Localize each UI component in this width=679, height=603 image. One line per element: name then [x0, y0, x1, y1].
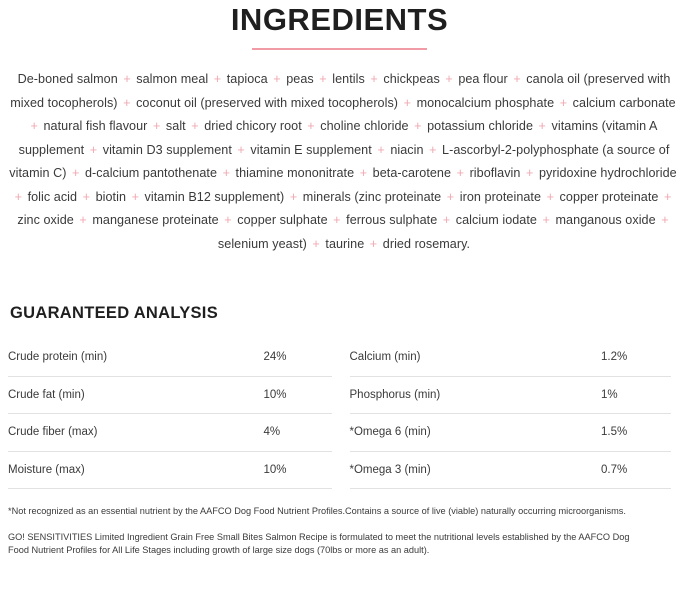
ingredient-separator: + [556, 95, 571, 110]
title-divider [252, 48, 427, 50]
ingredient-separator: + [538, 213, 554, 227]
ingredient-separator: + [303, 119, 319, 133]
nutrient-label: *Omega 6 (min) [349, 426, 431, 439]
ingredient-item: vitamin B12 supplement) [144, 189, 285, 204]
ingredient-item: thiamine mononitrate [235, 166, 355, 180]
ingredient-item: chickpeas [383, 72, 440, 86]
ingredient-separator: + [425, 142, 441, 157]
ingredient-separator: + [439, 213, 454, 227]
ingredient-item: ferrous sulphate [346, 213, 438, 227]
ingredient-separator: + [543, 189, 558, 204]
ingredients-title: INGREDIENTS [230, 2, 449, 37]
ingredient-item: beta-carotene [372, 166, 452, 180]
ingredient-separator: + [269, 72, 285, 86]
nutrient-value: 10% [263, 388, 287, 401]
nutrient-label: *Omega 3 (min) [349, 463, 431, 476]
guaranteed-analysis-tables [8, 339, 671, 489]
ingredient-item: salmon meal [136, 72, 209, 86]
ingredient-item: vitamin E supplement [250, 142, 372, 157]
ingredient-item: potassium chloride [427, 119, 533, 133]
table-row [8, 339, 332, 377]
nutrient-value: 0.7% [601, 463, 628, 476]
ingredient-separator: + [356, 166, 371, 180]
ingredient-item: zinc oxide [17, 213, 74, 227]
guaranteed-analysis-left-column [8, 339, 340, 489]
guaranteed-analysis-right-column [340, 339, 672, 489]
ingredient-separator: + [453, 166, 468, 180]
table-row [8, 414, 332, 452]
ingredient-separator: + [308, 236, 324, 251]
ingredient-separator: + [329, 213, 345, 227]
ingredient-separator: + [30, 119, 42, 133]
ingredient-separator: + [509, 72, 525, 86]
ingredient-item: L-ascorbyl-2-polyphosphate (a source of vitamin C) [9, 142, 670, 180]
ingredient-item: dried rosemary. [382, 236, 471, 251]
ingredient-separator: + [233, 142, 249, 157]
ingredient-separator: + [75, 213, 91, 227]
ingredient-separator: + [86, 142, 101, 157]
ingredient-item: dried chicory root [204, 119, 302, 133]
ingredient-item: De-boned salmon [17, 72, 118, 86]
table-row [8, 452, 332, 490]
table-row [8, 377, 332, 415]
ingredient-separator: + [79, 189, 94, 204]
guaranteed-analysis-title: GUARANTEED ANALYSIS [10, 304, 219, 322]
ingredient-item: biotin [95, 189, 127, 204]
ingredient-item: pea flour [458, 72, 508, 86]
ingredient-separator: + [657, 213, 669, 227]
ingredient-separator: + [220, 213, 236, 227]
nutrient-value: 1.2% [601, 351, 628, 364]
table-row [350, 339, 672, 377]
ingredient-separator: + [187, 119, 203, 133]
ingredient-separator: + [410, 119, 426, 133]
nutrient-value: 10% [263, 463, 287, 476]
ingredient-item: salt [165, 119, 186, 133]
ingredient-item: taurine [325, 236, 365, 251]
ingredient-item: coconut oil (preserved with mixed tocopherols) [136, 95, 399, 110]
ingredient-item: choline chloride [320, 119, 409, 133]
ingredient-separator: + [14, 189, 26, 204]
ingredient-item: niacin [390, 142, 424, 157]
ingredient-item: folic acid [27, 189, 78, 204]
ingredient-separator: + [68, 166, 83, 180]
ingredient-separator: + [210, 72, 225, 86]
ingredient-item: copper proteinate [559, 189, 659, 204]
ingredient-item: d-calcium pantothenate [85, 166, 218, 180]
ingredient-item: manganese proteinate [92, 213, 219, 227]
ingredient-item: tapioca [226, 72, 268, 86]
nutrient-label: Moisture (max) [8, 463, 85, 476]
ingredient-separator: + [366, 72, 382, 86]
ingredient-item: pyridoxine hydrochloride [538, 166, 677, 180]
ingredient-separator: + [219, 166, 234, 180]
nutrient-value: 24% [263, 351, 287, 364]
ingredient-separator: + [522, 166, 537, 180]
ingredient-item: monocalcium phosphate [416, 95, 555, 110]
ingredient-item: calcium carbonate [572, 95, 676, 110]
ingredient-item: canola oil (preserved with mixed tocopherols) [10, 72, 671, 110]
nutrient-label: Calcium (min) [349, 351, 421, 364]
nutrient-label: Phosphorus (min) [349, 388, 441, 401]
ingredient-separator: + [366, 236, 381, 251]
ingredient-item: copper sulphate [237, 213, 328, 227]
table-row [350, 452, 672, 490]
ingredient-item: minerals (zinc proteinate [302, 189, 442, 204]
ingredient-item: natural fish flavour [43, 119, 148, 133]
ingredient-separator: + [441, 72, 457, 86]
footnote-aafco: *Not recognized as an essential nutrient by the AAFCO Dog Food Nutrient Profiles.Contains a source of live (viable) naturally occurring microorganisms. [8, 506, 626, 516]
table-row [350, 414, 672, 452]
nutrient-label: Crude fiber (max) [8, 426, 98, 439]
ingredient-separator: + [443, 189, 458, 204]
ingredient-separator: + [660, 189, 672, 204]
ingredient-item: manganous oxide [555, 213, 656, 227]
ingredient-item: riboflavin [469, 166, 521, 180]
ingredient-separator: + [119, 95, 135, 110]
nutrient-value: 4% [263, 426, 281, 439]
ingredient-separator: + [315, 72, 331, 86]
footnote-formulation: GO! SENSITIVITIES Limited Ingredient Grain Free Small Bites Salmon Recipe is formulated to meet the nutritional levels established by the AAFCO Dog Food Nutrient Profiles for All Life Stages including growth of large size dogs (70lbs or more as an adult). [8, 532, 630, 555]
ingredient-separator: + [400, 95, 415, 110]
ingredient-separator: + [119, 72, 135, 86]
ingredient-separator: + [286, 189, 301, 204]
nutrient-label: Crude protein (min) [8, 351, 108, 364]
ingredient-separator: + [128, 189, 143, 204]
ingredient-item: vitamin D3 supplement [102, 142, 232, 157]
ingredient-separator: + [535, 119, 550, 133]
nutrient-label: Crude fat (min) [8, 388, 85, 401]
ingredient-item: calcium iodate [455, 213, 537, 227]
ingredient-separator: + [149, 119, 164, 133]
ingredient-item: peas [286, 72, 314, 86]
ingredient-item: iron proteinate [459, 189, 542, 204]
ingredients-list [8, 68, 679, 256]
ingredient-separator: + [373, 142, 389, 157]
nutrient-value: 1% [601, 388, 618, 401]
ingredient-item: selenium yeast) [217, 236, 307, 251]
nutrient-value: 1.5% [601, 426, 628, 439]
table-row [350, 377, 672, 415]
ingredient-item: lentils [332, 72, 365, 86]
ingredient-item: vitamins (vitamin A supplement [18, 119, 658, 157]
